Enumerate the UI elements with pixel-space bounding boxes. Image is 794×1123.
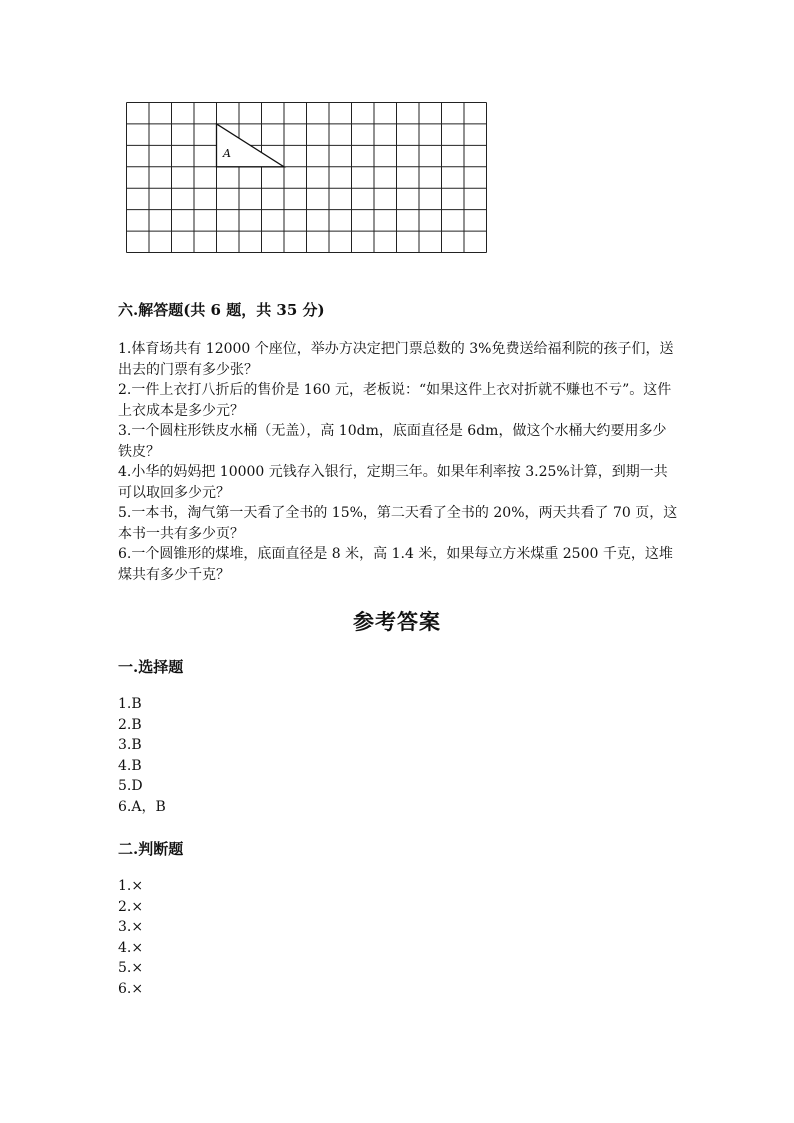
choice-answer: 2.B [118, 716, 142, 733]
section-title-judge: 二.判断题 [118, 840, 184, 858]
problem-4: 4.小华的妈妈把 10000 元钱存入银行，定期三年。如果年利率按 3.25%计算，到期一共可以取回多少元？ [118, 464, 668, 501]
section-title-choice: 一.选择题 [118, 658, 184, 676]
judge-answer: 6.× [118, 980, 144, 997]
section-title-problems: 六.解答题(共 6 题，共 35 分) [118, 301, 325, 319]
choice-answer: 4.B [118, 757, 142, 774]
problem-3: 3.一个圆柱形铁皮水桶（无盖），高 10dm，底面直径是 6dm，做这个水桶大约要用多少铁皮？ [118, 423, 667, 460]
problem-2: 2.一件上衣打八折后的售价是 160 元，老板说：“如果这件上衣对折就不赚也不亏”。这件上衣成本是多少元？ [118, 382, 672, 419]
judge-answer: 3.× [118, 919, 144, 936]
judge-answer: 1.× [118, 878, 144, 894]
judge-answer: 2.× [118, 898, 144, 915]
problem-list [118, 339, 678, 585]
judge-answer-list [118, 876, 143, 1000]
grid-figure [126, 102, 490, 255]
choice-answer: 1.B [118, 696, 142, 712]
judge-answer: 4.× [118, 939, 144, 956]
problem-6: 6.一个圆锥形的煤堆，底面直径是 8 米，高 1.4 米，如果每立方米煤重 2500 千克，这堆煤共有多少千克？ [118, 546, 673, 583]
choice-answer: 3.B [118, 737, 142, 754]
choice-answer: 6.A，B [118, 798, 166, 815]
grid-lines [127, 103, 487, 253]
problem-1: 1.体育场共有 12000 个座位，举办方决定把门票总数的 3%免费送给福利院的孩子们，送出去的门票有多少张？ [118, 341, 674, 378]
judge-answer: 5.× [118, 960, 144, 977]
problem-5: 5.一本书，淘气第一天看了全书的 15%，第二天看了全书的 20%，两天共看了 70 页，这本书一共有多少页？ [118, 505, 678, 542]
choice-answer-list [118, 694, 166, 818]
choice-answer: 5.D [118, 778, 143, 795]
triangle-label: A [223, 147, 231, 160]
answers-heading: 参考答案 [353, 609, 441, 634]
